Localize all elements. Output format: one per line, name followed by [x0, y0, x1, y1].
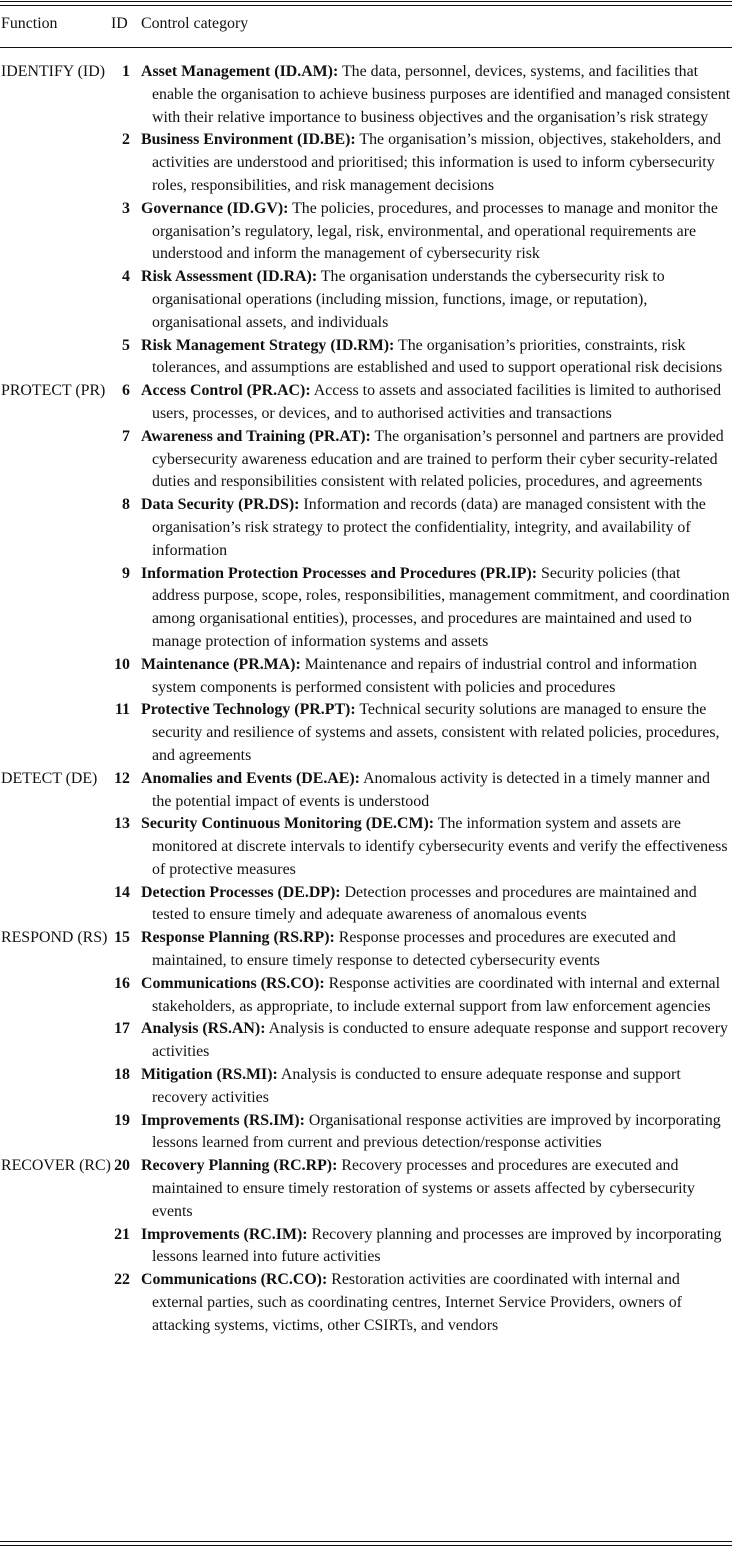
control-text: Response activities are coordinated with internal and external stakeholders, as appropriate, to include external support from law enforcement agencies: [152, 974, 720, 1015]
table-row: [0, 699, 732, 767]
table-row: [0, 494, 732, 562]
control-text: The organisation’s priorities, constraints, risk tolerances, and assumptions are established and used to support operational risk decisions: [152, 336, 723, 377]
control-text: Recovery planning and processes are improved by incorporating lessons learned into future activities: [152, 1225, 722, 1266]
control-text: The information system and assets are monitored at discrete intervals to identify cybersecurity events and verify the effectiveness of protective measures: [152, 815, 728, 878]
control-id: 10: [114, 655, 130, 673]
table-row: [0, 1269, 732, 1337]
control-title: Communications (RC.CO):: [141, 1271, 328, 1289]
control-id: 20: [114, 1157, 130, 1175]
control-id: 22: [114, 1271, 130, 1289]
control-title: Communications (RS.CO):: [141, 974, 325, 992]
control-description: [141, 426, 732, 494]
control-text: Security policies (that address purpose, scope, roles, responsibilities, management commitment, and coordination among organisational entities), processes, and procedures are maintained and used to manage protection of information systems and assets: [152, 564, 730, 650]
control-title: Access Control (PR.AC):: [141, 382, 311, 400]
control-text: The policies, procedures, and processes to manage and monitor the organisation’s regulatory, legal, risk, environmental, and operational requirements are understood and inform the management of cybersecurity risk: [152, 199, 718, 263]
control-description: [141, 1155, 732, 1223]
control-description: [141, 699, 732, 767]
control-id: 21: [114, 1225, 130, 1243]
control-title: Information Protection Processes and Procedures (PR.IP):: [141, 564, 538, 582]
control-description: [141, 1110, 732, 1156]
table-body: [0, 61, 732, 1338]
function-group: [0, 61, 732, 380]
control-description: [141, 198, 732, 266]
control-title: Response Planning (RS.RP):: [141, 929, 335, 947]
control-text: Maintenance and repairs of industrial control and information system components is performed consistent with policies and procedures: [152, 655, 698, 696]
table-row: [0, 380, 732, 426]
table-row: [0, 768, 732, 814]
table-row: [0, 563, 732, 654]
control-id: 9: [122, 564, 130, 582]
control-id: 15: [114, 929, 130, 947]
control-id: 12: [114, 769, 130, 787]
control-id: 3: [122, 199, 130, 217]
control-description: [141, 973, 732, 1019]
control-id: 2: [122, 131, 130, 149]
table-row: [0, 654, 732, 700]
control-description: [141, 768, 732, 814]
header-id: ID: [111, 15, 128, 32]
control-text: Organisational response activities are improved by incorporating lessons learned from current and previous detection/response activities: [152, 1111, 721, 1152]
table-row: [0, 61, 732, 129]
table-row: [0, 198, 732, 266]
table-row: [0, 882, 732, 928]
control-description: [141, 266, 732, 334]
control-title: Risk Assessment (ID.RA):: [141, 268, 318, 286]
control-description: [141, 563, 732, 654]
table-row: [0, 813, 732, 881]
control-description: [141, 1269, 732, 1337]
function-label: PROTECT (PR): [1, 382, 106, 400]
function-label: RECOVER (RC): [1, 1157, 111, 1175]
control-text: Response processes and procedures are executed and maintained, to ensure timely response to detected cybersecurity events: [152, 929, 676, 970]
header-rule: [0, 47, 732, 48]
header-function: Function: [1, 15, 58, 32]
control-title: Improvements (RS.IM):: [141, 1111, 305, 1129]
table-row: [0, 1064, 732, 1110]
table-row: [0, 129, 732, 197]
top-rule: [0, 1, 732, 6]
control-text: Technical security solutions are managed to ensure the security and resilience of systems and assets, consistent with related policies, procedures, and agreements: [152, 701, 720, 764]
control-text: The organisation’s mission, objectives, stakeholders, and activities are understood and prioritised; this information is used to inform cybersecurity roles, responsibilities, and risk management decisions: [152, 131, 722, 194]
control-id: 6: [122, 382, 130, 400]
control-description: [141, 335, 732, 381]
control-description: [141, 813, 732, 881]
control-text: The data, personnel, devices, systems, and facilities that enable the organisation to achieve business purposes are identified and managed consistent with their relative importance to business objectives and the organisation’s risk strategy: [152, 63, 731, 126]
control-title: Risk Management Strategy (ID.RM):: [141, 336, 395, 354]
control-title: Improvements (RC.IM):: [141, 1225, 308, 1243]
control-title: Detection Processes (DE.DP):: [141, 883, 341, 901]
control-id: 19: [114, 1111, 130, 1129]
control-title: Recovery Planning (RC.RP):: [141, 1157, 338, 1175]
control-id: 17: [114, 1020, 130, 1038]
function-label: DETECT (DE): [1, 769, 98, 787]
function-group: [0, 380, 732, 768]
control-text: Anomalous activity is detected in a timely manner and the potential impact of events is understood: [152, 769, 710, 810]
control-title: Governance (ID.GV):: [141, 199, 289, 217]
control-description: [141, 380, 732, 426]
control-title: Analysis (RS.AN):: [141, 1020, 266, 1038]
table-row: [0, 1018, 732, 1064]
control-text: Analysis is conducted to ensure adequate response and support recovery activities: [152, 1020, 728, 1061]
function-group: [0, 1155, 732, 1337]
control-description: [141, 1018, 732, 1064]
table-row: [0, 1110, 732, 1156]
control-text: Restoration activities are coordinated with internal and external parties, such as coordinating centres, Internet Service Providers, owners of attacking systems, victims, other CSIRTs, and vendors: [152, 1271, 682, 1334]
control-description: [141, 494, 732, 562]
control-description: [141, 1224, 732, 1270]
table-row: [0, 1155, 732, 1223]
table-row: [0, 973, 732, 1019]
table-row: [0, 927, 732, 973]
control-description: [141, 654, 732, 700]
function-label: IDENTIFY (ID): [1, 63, 105, 80]
function-group: [0, 768, 732, 928]
control-title: Anomalies and Events (DE.AE):: [141, 769, 360, 787]
control-title: Security Continuous Monitoring (DE.CM):: [141, 815, 435, 833]
table-row: [0, 266, 732, 334]
control-description: [141, 927, 732, 973]
control-title: Awareness and Training (PR.AT):: [141, 427, 371, 445]
control-text: Recovery processes and procedures are executed and maintained to ensure timely restoration of systems or assets affected by cybersecurity events: [152, 1157, 695, 1220]
table-row: [0, 426, 732, 494]
control-text: The organisation understands the cybersecurity risk to organisational operations (including mission, functions, image, or reputation), organisational assets, and individuals: [152, 268, 665, 331]
control-id: 11: [114, 701, 130, 719]
control-text: Analysis is conducted to ensure adequate response and support recovery activities: [152, 1066, 681, 1106]
header-category: Control category: [141, 15, 249, 32]
control-id: 1: [122, 63, 130, 80]
control-id: 13: [114, 815, 130, 833]
control-id: 7: [122, 427, 130, 445]
control-text: Access to assets and associated facilities is limited to authorised users, processes, or devices, and to authorised activities and transactions: [152, 382, 722, 422]
control-text: Information and records (data) are managed consistent with the organisation’s risk strategy to protect the confidentiality, integrity, and availability of information: [152, 496, 706, 559]
control-title: Asset Management (ID.AM):: [141, 63, 339, 80]
control-id: 8: [122, 496, 130, 514]
control-id: 4: [122, 268, 130, 286]
control-description: [141, 882, 732, 928]
table-row: [0, 1224, 732, 1270]
control-title: Business Environment (ID.BE):: [141, 131, 356, 149]
table-header: [0, 13, 732, 37]
control-description: [141, 61, 732, 129]
control-id: 14: [114, 883, 130, 901]
bottom-rule: [0, 1541, 732, 1546]
control-description: [141, 129, 732, 197]
control-title: Protective Technology (PR.PT):: [141, 701, 356, 719]
function-label: RESPOND (RS): [1, 929, 108, 947]
control-title: Data Security (PR.DS):: [141, 496, 300, 514]
control-text: The organisation’s personnel and partners are provided cybersecurity awareness education and are trained to perform their cyber security-related duties and responsibilities consistent with related policies, procedures, and agreements: [152, 427, 724, 491]
control-title: Mitigation (RS.MI):: [141, 1066, 278, 1084]
control-id: 16: [114, 974, 130, 992]
control-title: Maintenance (PR.MA):: [141, 655, 301, 673]
function-group: [0, 927, 732, 1155]
control-id: 18: [114, 1066, 130, 1084]
table-row: [0, 335, 732, 381]
control-text: Detection processes and procedures are maintained and tested to ensure timely and adequate awareness of anomalous events: [152, 883, 697, 924]
control-id: 5: [122, 336, 130, 354]
control-description: [141, 1064, 732, 1110]
